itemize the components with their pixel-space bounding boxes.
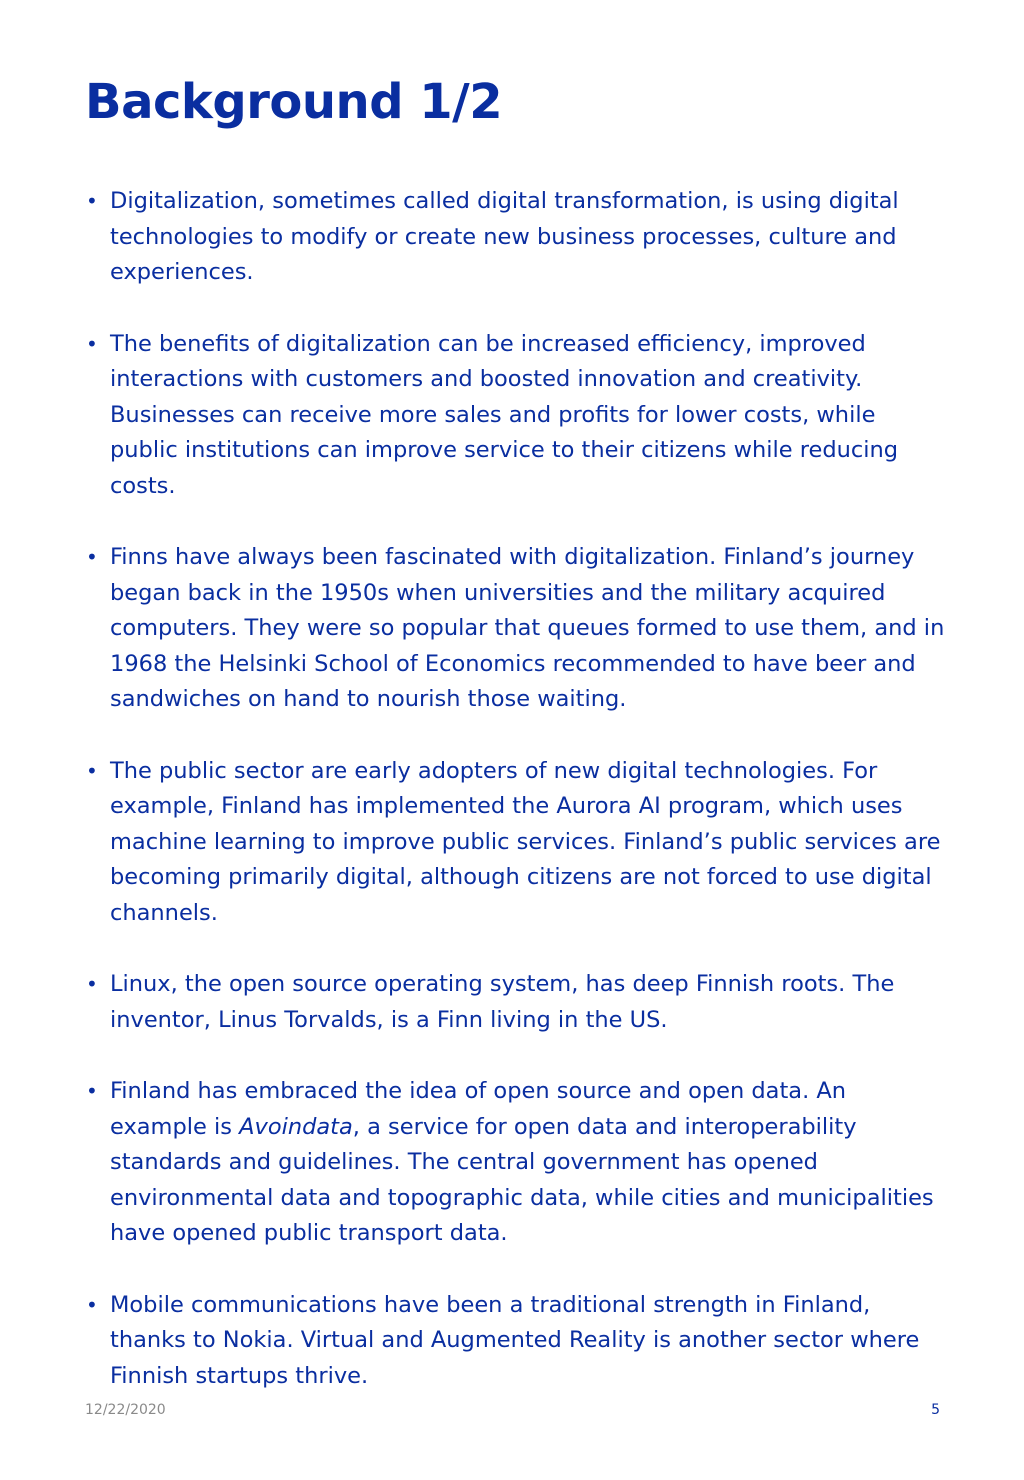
bullet-text: Finns have always been fascinated with digitalization. Finland’s journey began back in the 1950s when universities and the military acquired computers. They were so popular that queues formed to use them, and in 1968 the Helsinki School of Economics recommended to have beer and sandwiches on hand to nourish those waiting. xyxy=(110,544,945,712)
bullet-item-finnish-history xyxy=(86,540,946,718)
bullet-item-public-sector xyxy=(86,754,946,932)
bullet-dot-icon: • xyxy=(86,331,98,356)
footer-date: 12/22/2020 xyxy=(85,1402,166,1418)
bullet-text-after: , a service for open data and interoperability standards and guidelines. The central government has opened environmental data and topographic data, while cities and municipalities have opened public transport data. xyxy=(110,1113,934,1246)
bullet-text-italic-service-name: Avoindata xyxy=(239,1113,353,1140)
bullet-dot-icon: • xyxy=(86,545,98,569)
slide-title: Background 1/2 xyxy=(85,74,503,130)
bullet-dot-icon: • xyxy=(86,972,98,996)
bullet-item-open-data xyxy=(86,1074,946,1252)
bullet-dot-icon: • xyxy=(86,758,98,783)
bullet-text: The benefits of digitalization can be increased efficiency, improved interactions with customers and boosted innovation and creativity. Businesses can receive more sales and profits for lower costs, while public institutions can improve service to their citizens while reducing costs. xyxy=(110,330,899,499)
bullet-item-linux xyxy=(86,967,946,1038)
bullet-dot-icon: • xyxy=(86,189,98,213)
footer-page-number: 5 xyxy=(931,1402,940,1418)
bullet-text: Linux, the open source operating system, has deep Finnish roots. The inventor, Linus Torvalds, is a Finn living in the US. xyxy=(110,971,895,1033)
bullet-item-digitalization-definition xyxy=(86,184,946,291)
bullet-text: Mobile communications have been a traditional strength in Finland, thanks to Nokia. Virtual and Augmented Reality is another sector where Finnish startups thrive. xyxy=(110,1291,920,1389)
bullet-dot-icon: • xyxy=(86,1079,98,1103)
bullet-text: The public sector are early adopters of new digital technologies. For example, Finland has implemented the Aurora AI program, which uses machine learning to improve public services. Finland’s public services are becoming primarily digital, although citizens are not forced to use digital channels. xyxy=(110,757,941,926)
bullet-list xyxy=(86,184,946,1430)
bullet-item-mobile xyxy=(86,1288,946,1395)
bullet-text-before: Finland has embraced the idea of open source and open data. An example is xyxy=(110,1078,847,1140)
bullet-dot-icon: • xyxy=(86,1292,98,1317)
bullet-item-benefits xyxy=(86,327,946,505)
bullet-text: Digitalization, sometimes called digital transformation, is using digital technologies to modify or create new business processes, culture and experiences. xyxy=(110,188,899,285)
